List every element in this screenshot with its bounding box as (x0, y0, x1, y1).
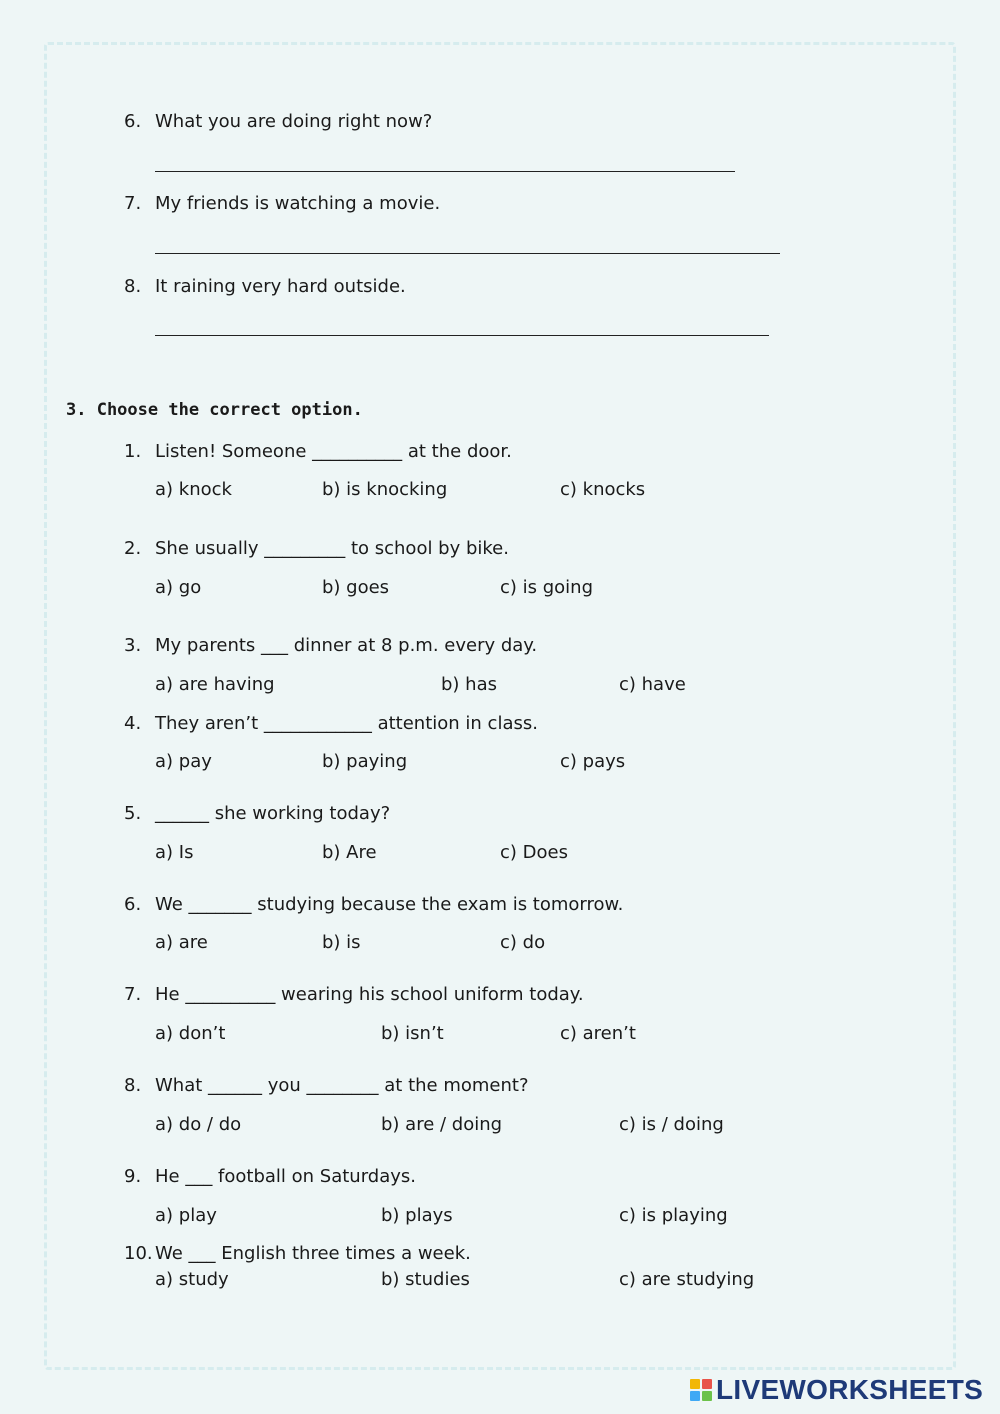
question-text: Listen! Someone __________ at the door. (155, 441, 512, 462)
option-a[interactable]: a) are (155, 932, 208, 953)
question-number: 8. (124, 1075, 142, 1096)
option-b[interactable]: b) is knocking (322, 479, 448, 500)
item-number: 7. (124, 193, 142, 214)
option-c[interactable]: c) Does (500, 842, 568, 863)
option-c[interactable]: c) aren’t (560, 1023, 636, 1044)
option-b[interactable]: b) is (322, 932, 361, 953)
option-c[interactable]: c) have (619, 674, 686, 695)
option-c[interactable]: c) is / doing (619, 1114, 724, 1135)
question-number: 6. (124, 894, 142, 915)
question-text: She usually _________ to school by bike. (155, 538, 509, 559)
answer-line[interactable] (155, 171, 735, 172)
question-text: They aren’t ____________ attention in class. (155, 713, 538, 734)
option-c[interactable]: c) knocks (560, 479, 646, 500)
option-c[interactable]: c) pays (560, 751, 626, 772)
item-text: My friends is watching a movie. (155, 193, 441, 214)
liveworksheets-logo[interactable] (690, 1375, 983, 1405)
option-b[interactable]: b) are / doing (381, 1114, 503, 1135)
question-number: 2. (124, 538, 142, 559)
question-text: He __________ wearing his school uniform today. (155, 984, 584, 1005)
option-b[interactable]: b) goes (322, 577, 390, 598)
option-c[interactable]: c) is going (500, 577, 594, 598)
option-b[interactable]: b) isn’t (381, 1023, 444, 1044)
option-a[interactable]: a) go (155, 577, 202, 598)
question-text: My parents ___ dinner at 8 p.m. every day. (155, 635, 538, 656)
logo-mark-icon (690, 1379, 712, 1401)
option-a[interactable]: a) play (155, 1205, 217, 1226)
answer-line[interactable] (155, 335, 769, 336)
option-b[interactable]: b) plays (381, 1205, 453, 1226)
item-number: 6. (124, 111, 142, 132)
option-b[interactable]: b) studies (381, 1269, 470, 1290)
question-number: 5. (124, 803, 142, 824)
answer-line[interactable] (155, 253, 780, 254)
item-number: 8. (124, 276, 142, 297)
section-3-title: 3. Choose the correct option. (66, 400, 363, 420)
question-number: 10. (124, 1243, 153, 1264)
question-text: We ___ English three times a week. (155, 1243, 471, 1264)
option-a[interactable]: a) pay (155, 751, 212, 772)
question-text: We _______ studying because the exam is tomorrow. (155, 894, 624, 915)
option-b[interactable]: b) Are (322, 842, 377, 863)
option-a[interactable]: a) do / do (155, 1114, 242, 1135)
option-a[interactable]: a) knock (155, 479, 232, 500)
item-text: It raining very hard outside. (155, 276, 406, 297)
option-a[interactable]: a) don’t (155, 1023, 226, 1044)
option-a[interactable]: a) are having (155, 674, 275, 695)
question-number: 4. (124, 713, 142, 734)
question-text: What ______ you ________ at the moment? (155, 1075, 529, 1096)
option-a[interactable]: a) study (155, 1269, 229, 1290)
logo-text: LIVEWORKSHEETS (716, 1374, 984, 1405)
option-b[interactable]: b) has (441, 674, 497, 695)
option-c[interactable]: c) are studying (619, 1269, 755, 1290)
option-c[interactable]: c) do (500, 932, 546, 953)
question-number: 3. (124, 635, 142, 656)
question-text: He ___ football on Saturdays. (155, 1166, 417, 1187)
question-text: ______ she working today? (155, 803, 391, 824)
question-number: 7. (124, 984, 142, 1005)
option-a[interactable]: a) Is (155, 842, 194, 863)
option-b[interactable]: b) paying (322, 751, 408, 772)
item-text: What you are doing right now? (155, 111, 433, 132)
option-c[interactable]: c) is playing (619, 1205, 728, 1226)
question-number: 1. (124, 441, 142, 462)
question-number: 9. (124, 1166, 142, 1187)
